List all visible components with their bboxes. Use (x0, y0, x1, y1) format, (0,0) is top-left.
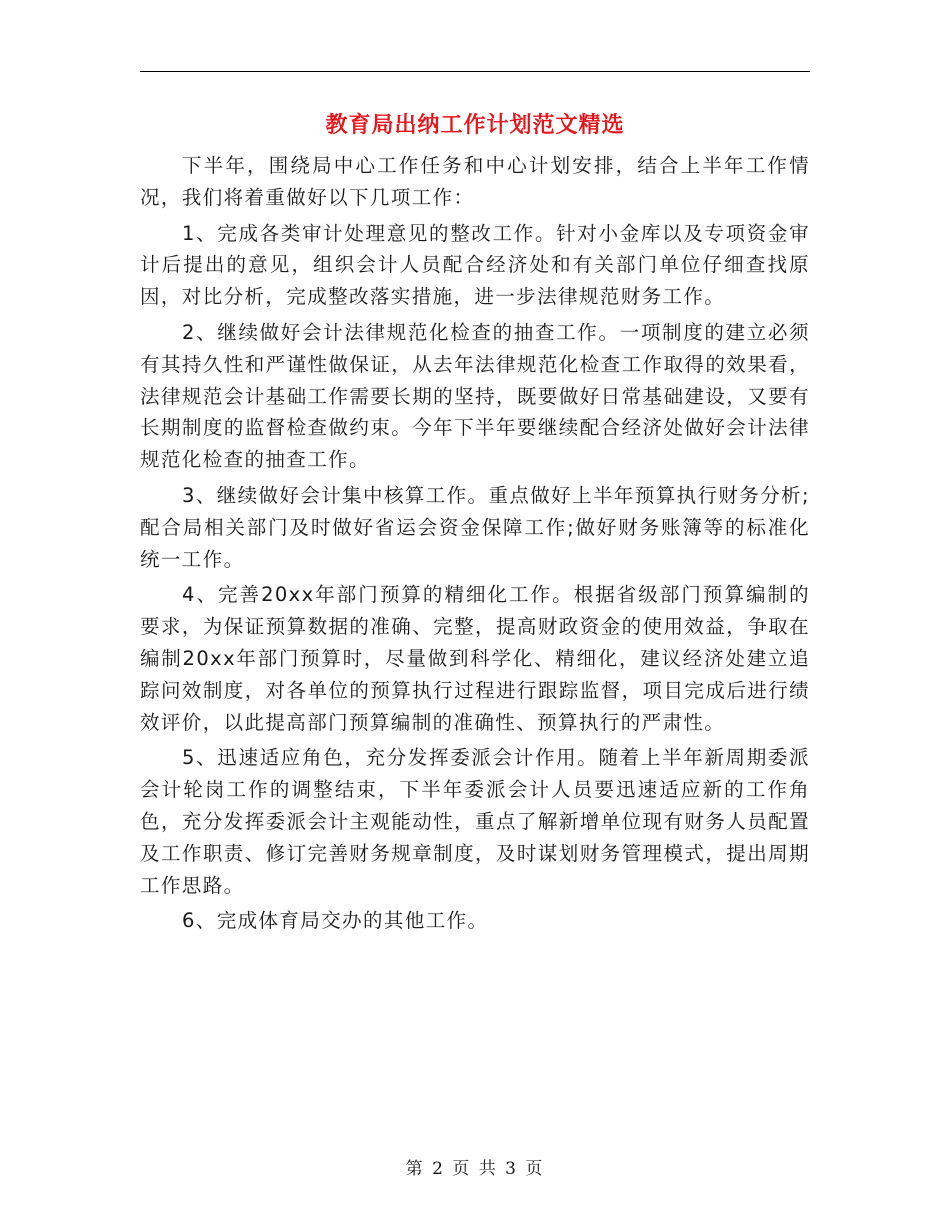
document-body (140, 150, 810, 941)
paragraph-item-4: 4、完善20xx年部门预算的精细化工作。根据省级部门预算编制的要求，为保证预算数据的准确、完整，提高财政资金的使用效益，争取在编制20xx年部门预算时，尽量做到科学化、精细化，建议经济处建立追踪问效制度，对各单位的预算执行过程进行跟踪监督，项目完成后进行绩效评价，以此提高部门预算编制的准确性、预算执行的严肃性。 (140, 583, 810, 734)
paragraph-item-1: 1、完成各类审计处理意见的整改工作。针对小金库以及专项资金审计后提出的意见，组织会计人员配合经济处和有关部门单位仔细查找原因，对比分析，完成整改落实措施，进一步法律规范财务工作。 (140, 221, 810, 309)
header-rule (140, 71, 810, 72)
document-title: 教育局出纳工作计划范文精选 (325, 113, 625, 138)
paragraph-item-6: 6、完成体育局交办的其他工作。 (182, 909, 489, 933)
paragraph-intro: 下半年，围绕局中心工作任务和中心计划安排，结合上半年工作情况，我们将着重做好以下几项工作： (140, 154, 810, 209)
paragraph-item-2: 2、继续做好会计法律规范化检查的抽查工作。一项制度的建立必须有其持久性和严谨性做保证，从去年法律规范化检查工作取得的效果看，法律规范会计基础工作需要长期的坚持，既要做好日常基础建设，又要有长期制度的监督检查做约束。今年下半年要继续配合经济处做好会计法律规范化检查的抽查工作。 (140, 320, 810, 472)
paragraph-item-5: 5、迅速适应角色，充分发挥委派会计作用。随着上半年新周期委派会计轮岗工作的调整结束，下半年委派会计人员要迅速适应新的工作角色，充分发挥委派会计主观能动性，重点了解新增单位现有财务人员配置及工作职责、修订完善财务规章制度，及时谋划财务管理模式，提出周期工作思路。 (140, 746, 810, 897)
paragraph-item-3: 3、继续做好会计集中核算工作。重点做好上半年预算执行财务分析;配合局相关部门及时做好省运会资金保障工作;做好财务账簿等的标准化统一工作。 (140, 483, 810, 571)
page-number-footer: 第 2 页 共 3 页 (405, 1159, 545, 1179)
